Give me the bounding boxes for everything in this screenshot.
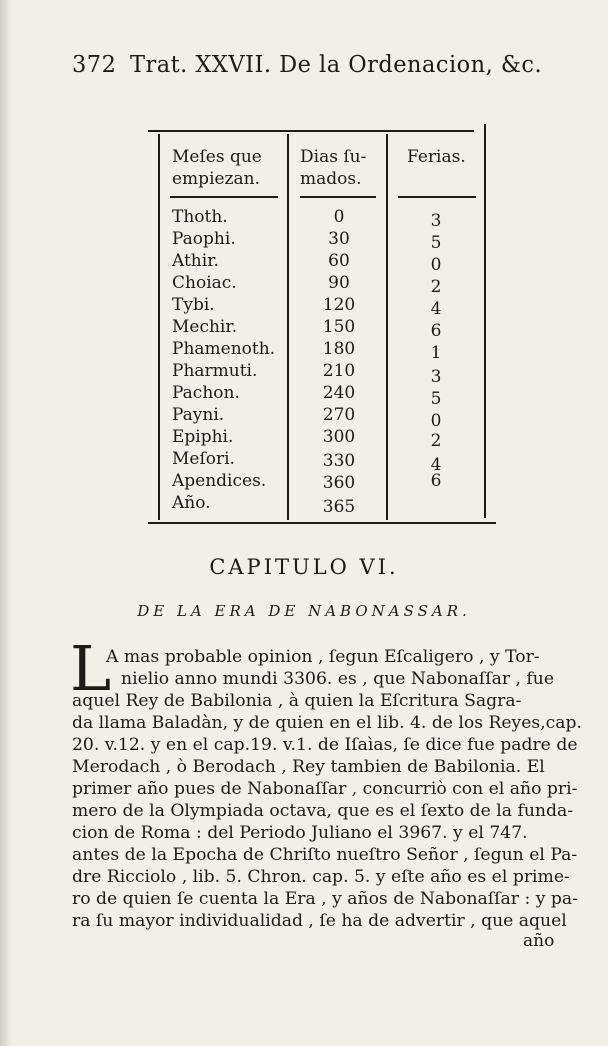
- row-feria: 3: [430, 211, 442, 231]
- row-month: Año.: [172, 493, 211, 513]
- row-month: Epiphi.: [172, 427, 234, 447]
- row-feria: 6: [430, 471, 442, 491]
- body-line: primer año pues de Nabonaſſar , concurriò con el año pri-: [72, 779, 578, 799]
- body-line: ro de quien ſe cuenta la Era , y años de Nabonaſſar : y pa-: [72, 889, 578, 909]
- header-days-line1: Dias ſu-: [300, 147, 367, 167]
- row-days: 60: [328, 251, 350, 271]
- row-feria: 2: [430, 431, 442, 451]
- column-divider-2: [386, 134, 388, 520]
- catchword: año: [523, 931, 555, 951]
- drop-cap: L: [70, 632, 112, 705]
- page-number: 372: [72, 52, 117, 78]
- table-right-border: [484, 124, 486, 518]
- running-title: Trat. XXVII. De la Ordenacion, &c.: [130, 52, 543, 78]
- body-line: antes de la Epocha de Chriſto nueſtro Señor , ſegun el Pa-: [72, 845, 578, 865]
- row-month: Phamenoth.: [172, 339, 276, 359]
- header-days: [300, 146, 366, 190]
- row-days: 0: [333, 207, 345, 227]
- row-month: Thoth.: [172, 207, 228, 227]
- body-line: Merodach , ò Berodach , Rey tambien de Babilonia. El: [72, 757, 545, 777]
- row-feria: 4: [430, 455, 442, 475]
- body-line: ra ſu mayor individualidad , ſe ha de advertir , que aquel: [72, 911, 567, 931]
- row-month: Payni.: [172, 405, 225, 425]
- header-underline-months: [170, 196, 278, 198]
- row-days: 210: [322, 361, 356, 381]
- table-left-border: [158, 134, 160, 520]
- row-feria: 1: [430, 343, 442, 363]
- row-days: 120: [322, 295, 356, 315]
- row-feria: 0: [430, 255, 442, 275]
- row-month: Apendices.: [172, 471, 267, 491]
- row-feria: 5: [430, 389, 442, 409]
- row-days: 90: [328, 273, 350, 293]
- row-days: 360: [322, 473, 356, 493]
- row-month: Mechir.: [172, 317, 238, 337]
- chapter-subtitle: DE LA ERA DE NABONASSAR.: [137, 602, 471, 620]
- column-divider-1: [287, 134, 289, 520]
- header-months-line1: Meſes que: [172, 147, 262, 167]
- header-months-line2: empiezan.: [172, 169, 261, 189]
- chapter-title: CAPITULO VI.: [209, 555, 399, 579]
- row-feria: 5: [430, 233, 442, 253]
- row-feria: 0: [430, 411, 442, 431]
- body-line: mero de la Olympiada octava, que es el ſexto de la funda-: [72, 801, 574, 821]
- header-ferias: Ferias.: [407, 147, 466, 167]
- row-days: 300: [322, 427, 356, 447]
- body-line: aquel Rey de Babilonia , à quien la Eſcritura Sagra-: [72, 691, 522, 711]
- page-edge: [0, 0, 12, 1046]
- table-top-rule: [148, 130, 474, 132]
- row-month: Athir.: [172, 251, 219, 271]
- row-month: Paophi.: [172, 229, 236, 249]
- row-feria: 3: [430, 367, 442, 387]
- header-underline-ferias: [398, 196, 476, 198]
- body-line: A mas probable opinion , ſegun Eſcaligero , y Tor-: [106, 647, 540, 667]
- row-days: 330: [322, 451, 356, 471]
- row-feria: 2: [430, 277, 442, 297]
- running-header: [72, 52, 543, 78]
- body-line: da llama Baladàn, y de quien en el lib. 4. de los Reyes,cap.: [72, 713, 582, 733]
- row-month: Choiac.: [172, 273, 237, 293]
- table-bottom-rule: [148, 522, 496, 524]
- row-days: 240: [322, 383, 356, 403]
- row-month: Tybi.: [172, 295, 215, 315]
- row-days: 150: [322, 317, 356, 337]
- row-month: Pachon.: [172, 383, 240, 403]
- row-days: 180: [322, 339, 356, 359]
- row-month: Meſori.: [172, 449, 235, 469]
- row-days: 365: [322, 497, 356, 517]
- header-underline-days: [300, 196, 376, 198]
- body-line: dre Ricciolo , lib. 5. Chron. cap. 5. y eſte año es el prime-: [72, 867, 570, 887]
- row-days: 30: [328, 229, 350, 249]
- header-days-line2: mados.: [300, 169, 362, 189]
- body-line: nielio anno mundi 3306. es , que Nabonaſſar , fue: [121, 669, 555, 689]
- row-days: 270: [322, 405, 356, 425]
- row-month: Pharmuti.: [172, 361, 258, 381]
- body-line: cion de Roma : del Periodo Juliano el 3967. y el 747.: [72, 823, 528, 843]
- row-feria: 6: [430, 321, 442, 341]
- body-line: 20. v.12. y en el cap.19. v.1. de Iſaìas, ſe dice fue padre de: [72, 735, 578, 755]
- row-feria: 4: [430, 299, 442, 319]
- header-months: [172, 146, 280, 190]
